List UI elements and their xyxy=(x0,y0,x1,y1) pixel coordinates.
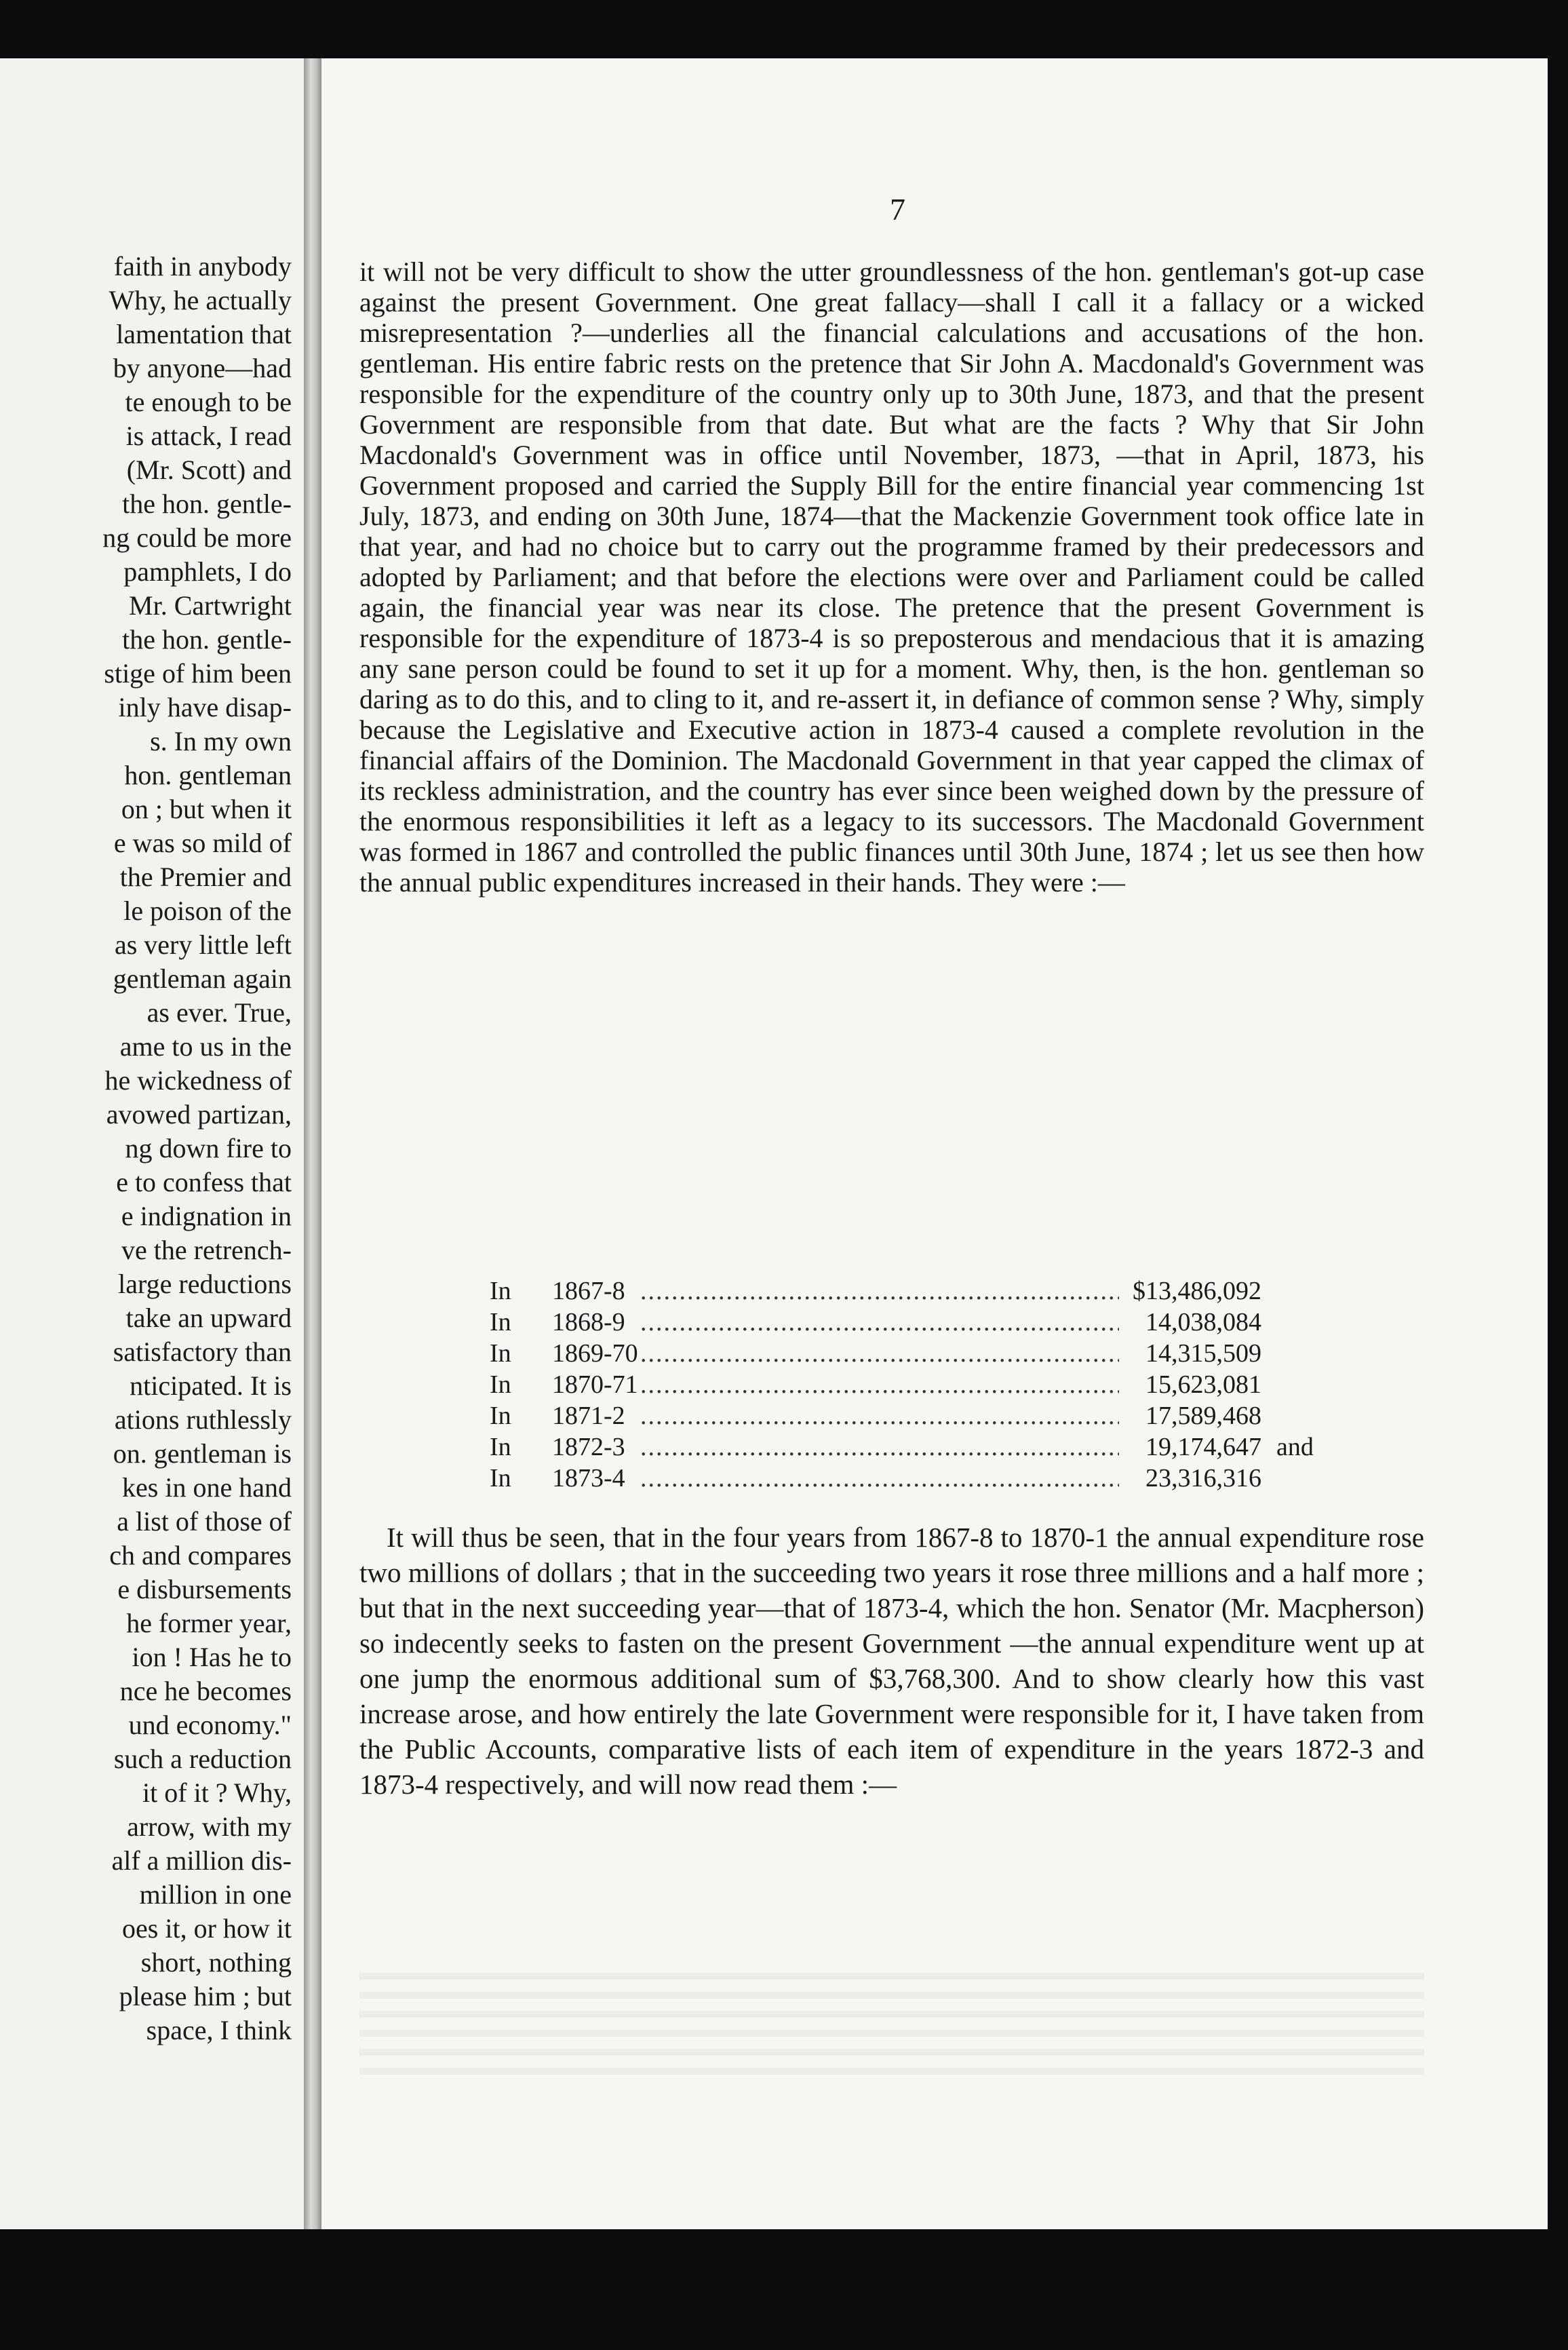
previous-page-line: it of it ? Why, xyxy=(142,1777,292,1808)
previous-page-line: short, nothing xyxy=(140,1947,292,1978)
previous-page-line: Mr. Cartwright xyxy=(129,590,292,621)
previous-page-line: the hon. gentle- xyxy=(122,624,292,655)
row-prefix: In xyxy=(490,1277,511,1305)
previous-page-line: e to confess that xyxy=(116,1167,292,1197)
previous-page-line: e was so mild of xyxy=(113,828,292,858)
previous-page-line: such a reduction xyxy=(113,1744,292,1774)
fiscal-year: 1873-4 xyxy=(552,1464,625,1492)
expenditure-table xyxy=(490,1275,1337,1494)
expenditure-row xyxy=(490,1431,1337,1463)
previous-page-line: the hon. gentle- xyxy=(122,488,292,519)
previous-page-line: te enough to be xyxy=(125,387,292,417)
leader-dots xyxy=(640,1369,1119,1400)
previous-page-line: large reductions xyxy=(118,1269,292,1299)
previous-page-line: le poison of the xyxy=(123,895,292,926)
fiscal-year: 1871-2 xyxy=(552,1402,625,1430)
expenditure-row xyxy=(490,1338,1337,1369)
previous-page-line: ng down fire to xyxy=(125,1133,292,1163)
previous-page-line: und economy." xyxy=(128,1710,292,1740)
previous-page-line: stige of him been xyxy=(104,658,292,689)
paragraph-text: It will thus be seen, that in the four years from 1867-8 to 1870-1 the annual expenditure rose two millions of dollars ; that in the succeeding two years it rose three millions and a half more ; but that in the next succeeding year—that of 1873-4, which the hon. Senator (Mr. Macpherson) so indecently seeks to fasten on the present Government —the annual expenditure went up at one jump the enormous additional sum of $3,768,300. And to show clearly how this vast increase arose, and how entirely the late Government were responsible for it, I have taken from the Public Accounts, comparative lists of each item of expenditure in the years 1872-3 and 1873-4 respectively, and will now read them :— xyxy=(359,1522,1424,1800)
leader-dots xyxy=(640,1463,1119,1494)
previous-page-line: ion ! Has he to xyxy=(132,1642,292,1672)
leader-dots xyxy=(640,1431,1119,1463)
row-prefix: In xyxy=(490,1464,511,1492)
expenditure-row xyxy=(490,1307,1337,1338)
expenditure-amount: 19,174,647 xyxy=(1145,1433,1261,1461)
expenditure-amount: 23,316,316 xyxy=(1145,1464,1261,1492)
row-prefix: In xyxy=(490,1402,511,1430)
previous-page-line: ch and compares xyxy=(109,1540,292,1571)
previous-page-line: space, I think xyxy=(146,2015,292,2045)
previous-page-line: ng could be more xyxy=(102,522,292,553)
show-through-from-reverse xyxy=(359,1961,1424,2076)
previous-page-line: oes it, or how it xyxy=(122,1913,292,1944)
previous-page-line: as very little left xyxy=(114,929,292,960)
leader-dots xyxy=(640,1400,1119,1431)
previous-page-line: faith in anybody xyxy=(113,251,292,282)
previous-page-line: ame to us in the xyxy=(119,1031,292,1062)
fiscal-year: 1872-3 xyxy=(552,1433,625,1461)
previous-page-line: alf a million dis- xyxy=(111,1845,292,1876)
leader-dots xyxy=(640,1275,1119,1307)
previous-page-line: gentleman again xyxy=(113,963,292,994)
expenditure-row xyxy=(490,1275,1337,1307)
previous-page-line: Why, he actually xyxy=(109,285,292,315)
row-prefix: In xyxy=(490,1370,511,1399)
previous-page-line: lamentation that xyxy=(116,319,292,349)
previous-page-line: arrow, with my xyxy=(127,1811,292,1842)
paragraph-text: it will not be very difficult to show the utter groundlessness of the hon. gentleman's got-up case against the present Government. One great fallacy—shall I call it a fallacy or a wicked misrepresentation ?—underlies all the financial calculations and accusations of the hon. gentleman. His entire fabric rests on the pretence that Sir John A. Macdonald's Government was responsible for the expenditure of the country only up to 30th June, 1873, and that the present Government are responsible from that date. But what are the facts ? Why that Sir John Macdonald's Government was in office until November, 1873, —that in April, 1873, his Government proposed and carried the Supply Bill for the entire financial year commencing 1st July, 1873, and ending on 30th June, 1874—that the Mackenzie Government took office late in that year, and had no choice but to carry out the programme framed by their predecessors and adopted by Parliament; and that before the elections were over and Parliament could be called again, the financial year was near its close. The pretence that the present Government is responsible for the expenditure of 1873-4 is so preposterous and mendacious that it is amazing any sane person could be found to set it up for a moment. Why, then, is the hon. gentleman so daring as to do this, and to cling to it, and re-assert it, in defiance of common sense ? Why, simply because the Legislative and Executive action in 1873-4 caused a complete revolution in the financial affairs of the Dominion. The Macdonald Government in that year capped the climax of its reckless administration, and the country has ever since been weighed down by the pressure of the enormous responsibilities it left as a legacy to its successors. The Macdonald Government was formed in 1867 and controlled the public finances until 30th June, 1874 ; let us see then how the annual public expenditures increased in their hands. They were :— xyxy=(359,256,1424,898)
expenditure-amount: 17,589,468 xyxy=(1145,1402,1261,1430)
previous-page-line: as ever. True, xyxy=(146,997,292,1028)
row-prefix: In xyxy=(490,1339,511,1368)
fiscal-year: 1869-70 xyxy=(552,1339,638,1368)
previous-page-line: he former year, xyxy=(126,1608,292,1638)
previous-page-line: (Mr. Scott) and xyxy=(126,455,292,485)
leader-dots xyxy=(640,1307,1119,1338)
book-gutter xyxy=(304,58,321,2229)
previous-page-line: the Premier and xyxy=(119,862,292,892)
previous-page-line: a list of those of xyxy=(117,1506,292,1537)
previous-page-line: by anyone—had xyxy=(113,353,292,383)
previous-page-fragment xyxy=(0,58,304,2229)
page-number: 7 xyxy=(890,192,905,227)
row-prefix: In xyxy=(490,1433,511,1461)
previous-page-line: million in one xyxy=(139,1879,292,1910)
body-paragraph-1 xyxy=(359,256,1424,898)
fiscal-year: 1868-9 xyxy=(552,1308,625,1336)
body-paragraph-2 xyxy=(359,1520,1424,1802)
previous-page-line: is attack, I read xyxy=(125,421,292,451)
row-note: and xyxy=(1276,1433,1314,1461)
previous-page-line: pamphlets, I do xyxy=(123,556,292,587)
row-prefix: In xyxy=(490,1308,511,1336)
previous-page-line: he wickedness of xyxy=(104,1065,292,1096)
previous-page-line: on ; but when it xyxy=(121,794,292,824)
previous-page-line: avowed partizan, xyxy=(106,1099,292,1130)
previous-page-line: ations ruthlessly xyxy=(114,1404,292,1435)
previous-page-line: hon. gentleman xyxy=(124,760,292,790)
previous-page-line: take an upward xyxy=(125,1303,292,1333)
expenditure-amount: 15,623,081 xyxy=(1145,1370,1261,1399)
expenditure-row xyxy=(490,1400,1337,1431)
expenditure-amount: $13,486,092 xyxy=(1133,1277,1261,1305)
previous-page-line: kes in one hand xyxy=(122,1472,292,1503)
previous-page-line: on. gentleman is xyxy=(113,1438,292,1469)
expenditure-amount: 14,038,084 xyxy=(1145,1308,1261,1336)
fiscal-year: 1867-8 xyxy=(552,1277,625,1305)
previous-page-line: ve the retrench- xyxy=(121,1235,292,1265)
leader-dots xyxy=(640,1338,1119,1369)
previous-page-line: satisfactory than xyxy=(113,1336,292,1367)
previous-page-line: please him ; but xyxy=(119,1981,292,2011)
fiscal-year: 1870-71 xyxy=(552,1370,638,1399)
expenditure-amount: 14,315,509 xyxy=(1145,1339,1261,1368)
previous-page-text xyxy=(0,250,292,2047)
previous-page-line: e disbursements xyxy=(117,1574,292,1604)
expenditure-row xyxy=(490,1463,1337,1494)
expenditure-row xyxy=(490,1369,1337,1400)
previous-page-line: nticipated. It is xyxy=(130,1370,292,1401)
previous-page-line: e indignation in xyxy=(121,1201,292,1231)
previous-page-line: inly have disap- xyxy=(118,692,292,723)
previous-page-line: s. In my own xyxy=(150,726,292,756)
previous-page-line: nce he becomes xyxy=(119,1676,292,1706)
